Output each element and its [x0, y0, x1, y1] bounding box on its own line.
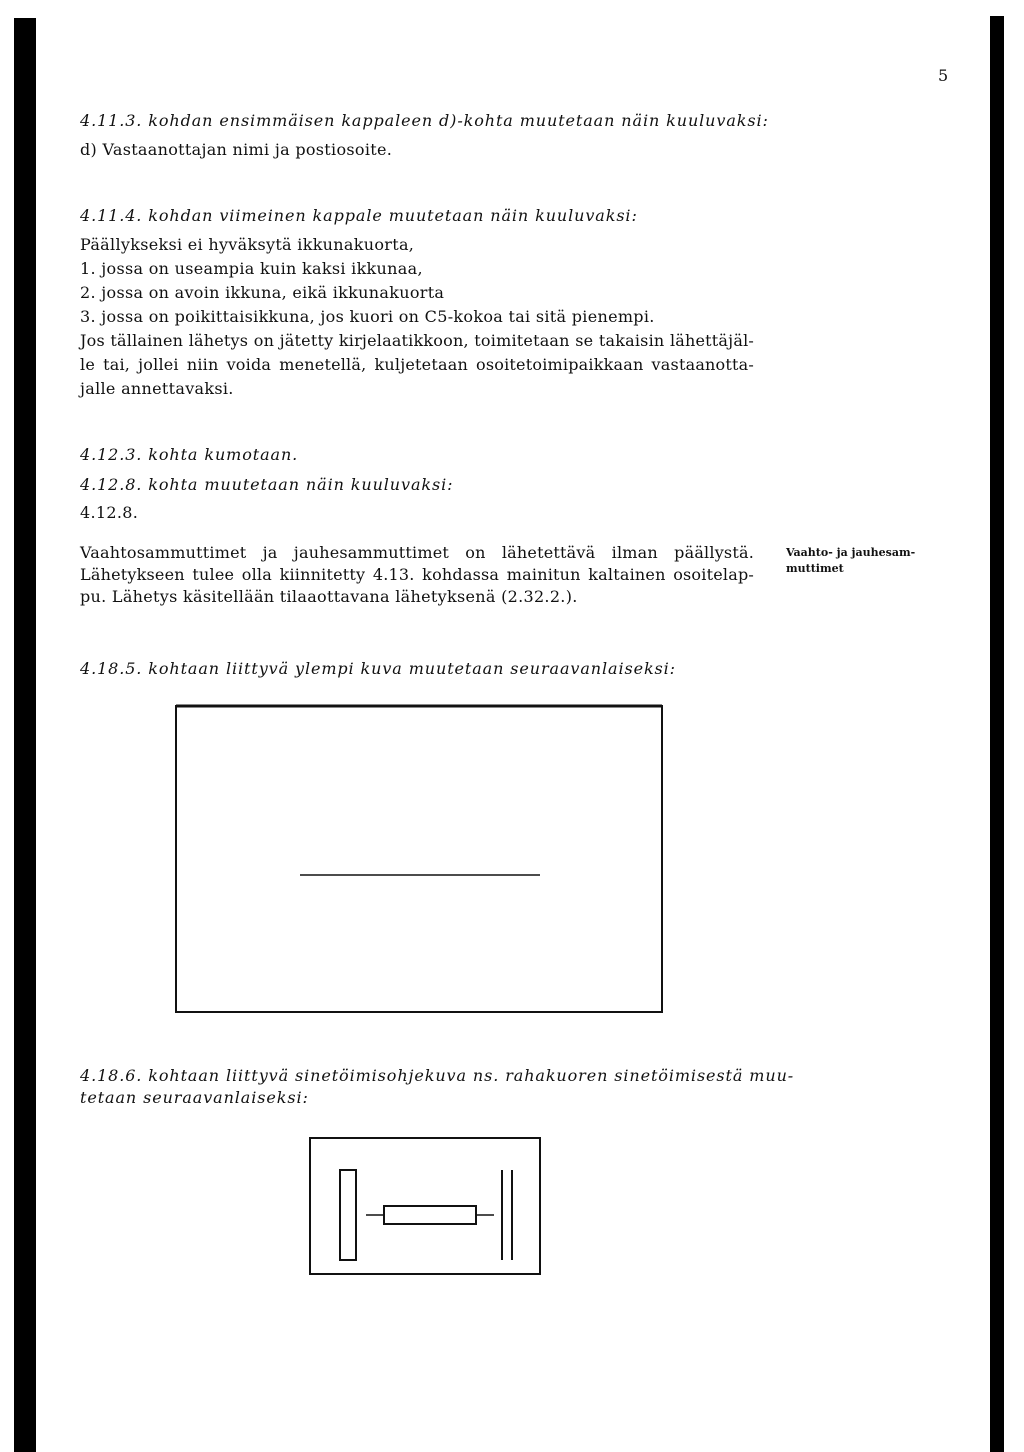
- page-number: 5: [938, 66, 949, 85]
- list-item-2: 2. jossa on avoin ikkuna, eikä ikkunakuorta: [80, 283, 445, 302]
- heading-4-12-3: 4.12.3. kohta kumotaan.: [80, 445, 299, 464]
- heading-4-18-6-cont: tetaan seuraavanlaiseksi:: [80, 1088, 309, 1107]
- heading-4-11-3: 4.11.3. kohdan ensimmäisen kappaleen d)-kohta muutetaan näin kuuluvaksi:: [80, 111, 769, 130]
- scan-border-left: [14, 18, 36, 1452]
- subheading-4-12-8: 4.12.8.: [80, 503, 139, 522]
- heading-4-18-6: 4.18.6. kohtaan liittyvä sinetöimisohjekuva ns. rahakuoren sinetöimisestä muu-: [80, 1066, 795, 1085]
- envelope-figure: [170, 700, 670, 1020]
- text-line: d) Vastaanottajan nimi ja postiosoite.: [80, 140, 393, 159]
- heading-4-18-5: 4.18.5. kohtaan liittyvä ylempi kuva muutetaan seuraavanlaiseksi:: [80, 659, 676, 678]
- margin-note: [786, 545, 915, 577]
- scan-border-right: [990, 16, 1004, 1452]
- list-item-1: 1. jossa on useampia kuin kaksi ikkunaa,: [80, 259, 423, 278]
- seal-band: [384, 1206, 476, 1224]
- text-line: Lähetykseen tulee olla kiinnitetty 4.13. kohdassa mainitun kaltainen osoitelap-: [80, 565, 754, 584]
- margin-note-line: muttimet: [786, 562, 844, 575]
- text-line: Päällykseksi ei hyväksytä ikkunakuorta,: [80, 235, 415, 254]
- seal-strip-left: [340, 1170, 356, 1260]
- heading-4-11-4: 4.11.4. kohdan viimeinen kappale muutetaan näin kuuluvaksi:: [80, 206, 638, 225]
- margin-note-line: Vaahto- ja jauhesam-: [786, 546, 916, 559]
- list-item-3: 3. jossa on poikittaisikkuna, jos kuori on C5-kokoa tai sitä pienempi.: [80, 307, 655, 326]
- heading-4-12-8: 4.12.8. kohta muutetaan näin kuuluvaksi:: [80, 475, 454, 494]
- text-line: jalle annettavaksi.: [80, 379, 234, 398]
- text-line: le tai, jollei niin voida menetellä, kuljetetaan osoitetoimipaikkaan vastaanotta-: [80, 355, 754, 374]
- text-line: pu. Lähetys käsitellään tilaaottavana lähetyksenä (2.32.2.).: [80, 587, 578, 606]
- text-line: Jos tällainen lähetys on jätetty kirjelaatikkoon, toimitetaan se takaisin lähettäjäl-: [80, 331, 754, 350]
- sealing-figure: [300, 1130, 550, 1280]
- text-line: Vaahtosammuttimet ja jauhesammuttimet on lähetettävä ilman päällystä.: [80, 543, 754, 562]
- envelope-outline: [176, 706, 662, 1012]
